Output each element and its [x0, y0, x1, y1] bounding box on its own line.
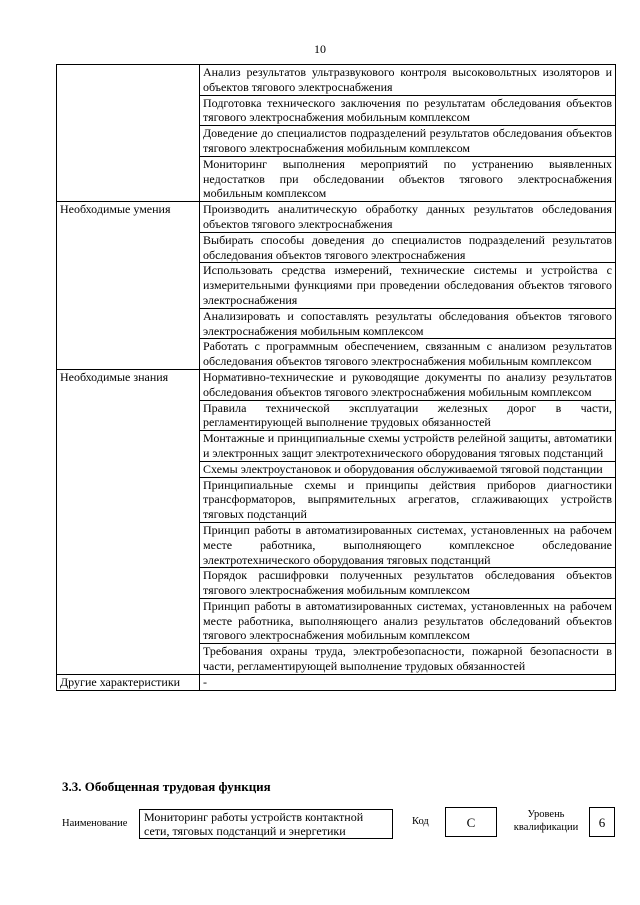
row-label: Необходимые умения [57, 202, 200, 370]
code-label: Код [412, 816, 429, 827]
table-cell: Использовать средства измерений, технические системы и устройства с измерительными функциями при проведении обследования объектов тягового электроснабжения [200, 263, 616, 308]
table-cell: Порядок расшифровки полученных результатов обследования объектов тягового электроснабжения мобильным комплексом [200, 568, 616, 599]
table-cell: Анализ результатов ультразвукового контроля высоковольтных изоляторов и объектов тягового электроснабжения [200, 65, 616, 96]
table-row [57, 65, 616, 96]
table-cell: Правила технической эксплуатации железных дорог в части, регламентирующей выполнение трудовых обязанностей [200, 400, 616, 431]
function-header [0, 805, 640, 855]
row-label: Необходимые знания [57, 369, 200, 674]
table-cell: Мониторинг выполнения мероприятий по устранению выявленных недостатков при обследовании объектов тягового электроснабжения мобильным комплексом [200, 156, 616, 201]
code-value: C [445, 807, 497, 837]
level-value: 6 [589, 807, 615, 837]
table-cell: Нормативно-технические и руководящие документы по анализу результатов обследования объектов тягового электроснабжения мобильным комплексом [200, 369, 616, 400]
row-label: Другие характеристики [57, 674, 200, 690]
table-row [57, 202, 616, 233]
table-cell: Выбирать способы доведения до специалистов подразделений результатов обследования объектов тягового электроснабжения [200, 232, 616, 263]
name-value: Мониторинг работы устройств контактной сети, тяговых подстанций и энергетики [139, 809, 393, 839]
page-number: 10 [314, 42, 326, 56]
name-label: Наименование [62, 818, 128, 829]
table-cell: Анализировать и сопоставлять результаты обследования объектов тягового электроснабжения мобильным комплексом [200, 308, 616, 339]
level-label-line1: Уровень [527, 809, 565, 820]
table-cell: Принцип работы в автоматизированных системах, установленных на рабочем месте работника, выполняющего анализ результатов обследований объектов тягового электроснабжения мобильным комплексом [200, 598, 616, 643]
table-cell: Схемы электроустановок и оборудования обслуживаемой тяговой подстанции [200, 461, 616, 477]
table-cell: Принципиальные схемы и принципы действия приборов диагностики трансформаторов, выпрямительных агрегатов, сглаживающих устройств тяговых подстанций [200, 477, 616, 522]
table-cell: Производить аналитическую обработку данных результатов обследования объектов тягового электроснабжения [200, 202, 616, 233]
table-cell: Подготовка технического заключения по результатам обследования объектов тягового электроснабжения мобильным комплексом [200, 95, 616, 126]
level-label-line2: квалификации [513, 822, 579, 833]
section-heading: 3.3. Обобщенная трудовая функция [62, 779, 271, 794]
table-row [57, 674, 616, 690]
table-cell: Работать с программным обеспечением, связанным с анализом результатов обследования объектов тягового электроснабжения мобильным комплексом [200, 339, 616, 370]
competency-table [56, 64, 616, 691]
level-label [507, 808, 585, 834]
table-cell: Доведение до специалистов подразделений результатов обследования объектов тягового электроснабжения мобильным комплексом [200, 126, 616, 157]
table-cell: Монтажные и принципиальные схемы устройств релейной защиты, автоматики и электронных защит электротехнического оборудования тяговых подстанций [200, 431, 616, 462]
table-row [57, 369, 616, 400]
table-cell: Принцип работы в автоматизированных системах, установленных на рабочем месте работника, выполняющего комплексное обследование электротехнического оборудования тяговых подстанций [200, 522, 616, 567]
row-label [57, 65, 200, 202]
table-cell: - [200, 674, 616, 690]
table-cell: Требования охраны труда, электробезопасности, пожарной безопасности в части, регламентирующей выполнение трудовых обязанностей [200, 644, 616, 675]
